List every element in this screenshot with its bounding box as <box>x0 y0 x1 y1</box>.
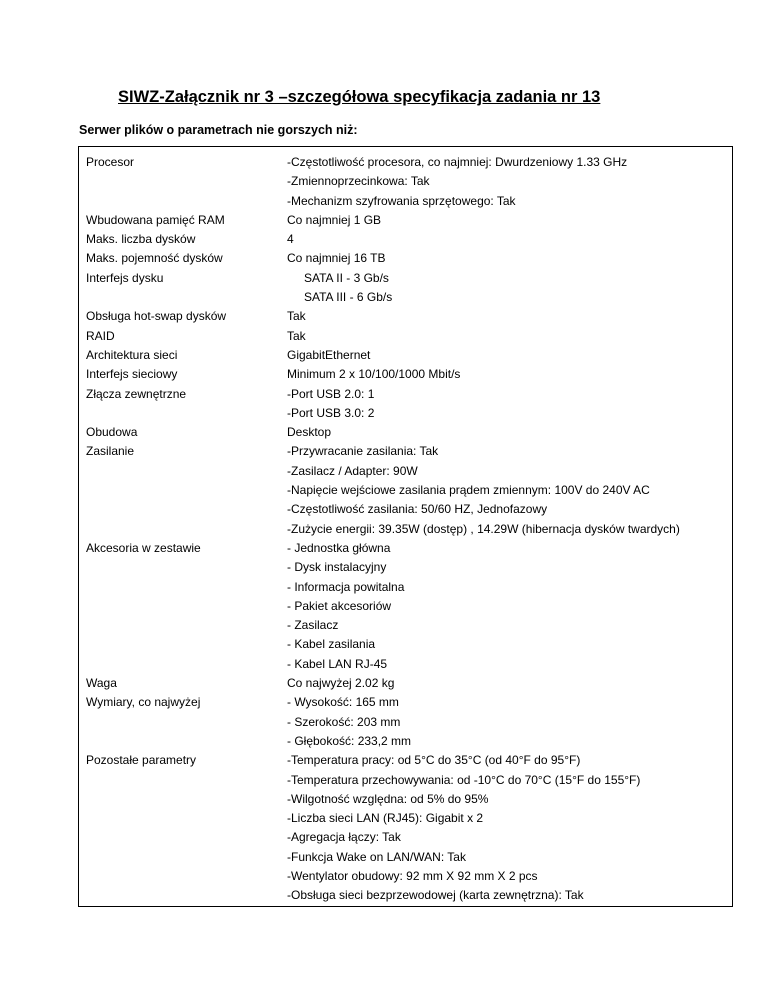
spec-value-cell <box>280 147 733 211</box>
spec-row <box>79 674 733 693</box>
specification-table-body <box>79 147 733 907</box>
spec-label: Pozostałe parametry <box>86 753 197 768</box>
spec-row <box>79 327 733 346</box>
spec-value-cell <box>280 423 733 442</box>
spec-row <box>79 147 733 211</box>
spec-row <box>79 423 733 442</box>
spec-value-line: -Port USB 3.0: 2 <box>287 405 375 420</box>
spec-label-cell <box>79 442 281 538</box>
spec-label: Złącza zewnętrzne <box>86 386 187 401</box>
spec-value-line: Desktop <box>287 425 332 440</box>
spec-value-cell <box>280 365 733 384</box>
spec-value-line: Minimum 2 x 10/100/1000 Mbit/s <box>287 367 461 382</box>
spec-row <box>79 385 733 424</box>
spec-label-cell <box>79 365 281 384</box>
spec-value-cell <box>280 269 733 308</box>
spec-value-line: -Port USB 2.0: 1 <box>287 386 375 401</box>
spec-value-line: -Napięcie wejściowe zasilania prądem zmiennym: 100V do 240V AC <box>287 483 650 498</box>
spec-row <box>79 365 733 384</box>
spec-label-cell <box>79 346 281 365</box>
spec-label-cell <box>79 269 281 308</box>
spec-label: Maks. pojemność dysków <box>86 251 223 266</box>
spec-row <box>79 269 733 308</box>
spec-label: Architektura sieci <box>86 347 178 362</box>
spec-row <box>79 442 733 538</box>
spec-label-cell <box>79 327 281 346</box>
spec-row <box>79 211 733 230</box>
spec-value-line: -Zasilacz / Adapter: 90W <box>287 463 418 478</box>
spec-label: Wbudowana pamięć RAM <box>86 212 225 227</box>
spec-value-cell <box>280 539 733 674</box>
spec-value-line: - Szerokość: 203 mm <box>287 714 401 729</box>
specification-table <box>78 146 733 907</box>
spec-value-cell <box>280 230 733 249</box>
spec-value-cell <box>280 307 733 326</box>
spec-value-line: -Obsługa sieci bezprzewodowej (karta zewnętrzna): Tak <box>287 888 584 903</box>
spec-label-cell <box>79 539 281 674</box>
spec-value-line: - Jednostka główna <box>287 540 391 555</box>
spec-value-line: Co najmniej 1 GB <box>287 212 382 227</box>
spec-label: Interfejs sieciowy <box>86 367 178 382</box>
spec-label: Akcesoria w zestawie <box>86 540 201 555</box>
spec-label-cell <box>79 147 281 211</box>
spec-value-cell <box>280 751 733 906</box>
spec-label-cell <box>79 423 281 442</box>
spec-label-cell <box>79 751 281 906</box>
spec-value-line: - Dysk instalacyjny <box>287 560 387 575</box>
spec-value-line: - Pakiet akcesoriów <box>287 598 392 613</box>
spec-value-line: -Temperatura przechowywania: od -10°C do 70°C (15°F do 155°F) <box>287 772 641 787</box>
spec-value-cell <box>280 674 733 693</box>
document-subtitle: Serwer plików o parametrach nie gorszych niż: <box>79 123 358 137</box>
spec-label-cell <box>79 693 281 751</box>
spec-label-cell <box>79 674 281 693</box>
spec-value-line: -Przywracanie zasilania: Tak <box>287 444 439 459</box>
spec-value-cell <box>280 442 733 538</box>
spec-value-line: -Wentylator obudowy: 92 mm X 92 mm X 2 pcs <box>287 868 538 883</box>
spec-value-line: -Liczba sieci LAN (RJ45): Gigabit x 2 <box>287 811 484 826</box>
spec-value-line: -Częstotliwość zasilania: 50/60 HZ, Jednofazowy <box>287 502 548 517</box>
spec-label: RAID <box>86 328 115 343</box>
spec-value-line: - Kabel zasilania <box>287 637 376 652</box>
spec-value-line: -Funkcja Wake on LAN/WAN: Tak <box>287 849 466 864</box>
spec-row <box>79 539 733 674</box>
spec-value-line: -Zmiennoprzecinkowa: Tak <box>287 174 430 189</box>
spec-value-cell <box>280 327 733 346</box>
spec-label: Interfejs dysku <box>86 270 164 285</box>
spec-value-cell <box>280 249 733 268</box>
spec-value-line: - Głębokość: 233,2 mm <box>287 733 412 748</box>
spec-value-line: - Informacja powitalna <box>287 579 405 594</box>
spec-value-cell <box>280 385 733 424</box>
spec-value-line: - Wysokość: 165 mm <box>287 695 399 710</box>
spec-label-cell <box>79 230 281 249</box>
spec-value-line: -Temperatura pracy: od 5°C do 35°C (od 40°F do 95°F) <box>287 753 581 768</box>
spec-label: Obsługa hot-swap dysków <box>86 309 227 324</box>
spec-label: Procesor <box>86 155 135 169</box>
spec-row <box>79 230 733 249</box>
spec-label-cell <box>79 385 281 424</box>
spec-value-line: SATA III - 6 Gb/s <box>304 290 393 305</box>
spec-row <box>79 307 733 326</box>
spec-value-line: -Agregacja łączy: Tak <box>287 830 401 845</box>
spec-value-line: 4 <box>287 232 294 247</box>
spec-label: Maks. liczba dysków <box>86 232 196 247</box>
spec-label: Wymiary, co najwyżej <box>86 695 201 710</box>
document-title: SIWZ-Załącznik nr 3 –szczegółowa specyfikacja zadania nr 13 <box>118 88 601 106</box>
spec-value-line: Tak <box>287 309 306 324</box>
spec-label-cell <box>79 307 281 326</box>
spec-label: Zasilanie <box>86 444 135 459</box>
spec-label-cell <box>79 249 281 268</box>
spec-value-line: SATA II - 3 Gb/s <box>304 270 389 285</box>
spec-value-line: Co najmniej 16 TB <box>287 251 386 266</box>
spec-label-cell <box>79 211 281 230</box>
spec-label: Waga <box>86 676 117 691</box>
spec-value-line: -Mechanizm szyfrowania sprzętowego: Tak <box>287 193 516 208</box>
spec-label: Obudowa <box>86 425 138 440</box>
spec-value-line: Co najwyżej 2.02 kg <box>287 676 395 691</box>
spec-row <box>79 693 733 751</box>
spec-row <box>79 249 733 268</box>
spec-value-cell <box>280 211 733 230</box>
spec-value-line: Tak <box>287 328 306 343</box>
spec-row <box>79 346 733 365</box>
spec-value-line: -Zużycie energii: 39.35W (dostęp) , 14.29W (hibernacja dysków twardych) <box>287 521 680 536</box>
spec-value-cell <box>280 693 733 751</box>
spec-value-cell <box>280 346 733 365</box>
spec-value-line: - Kabel LAN RJ-45 <box>287 656 388 671</box>
spec-value-line: - Zasilacz <box>287 618 339 633</box>
spec-value-line: -Wilgotność względna: od 5% do 95% <box>287 791 489 806</box>
spec-value-line: GigabitEthernet <box>287 347 371 362</box>
spec-row <box>79 751 733 906</box>
spec-value-line: -Częstotliwość procesora, co najmniej: Dwurdzeniowy 1.33 GHz <box>287 155 628 169</box>
